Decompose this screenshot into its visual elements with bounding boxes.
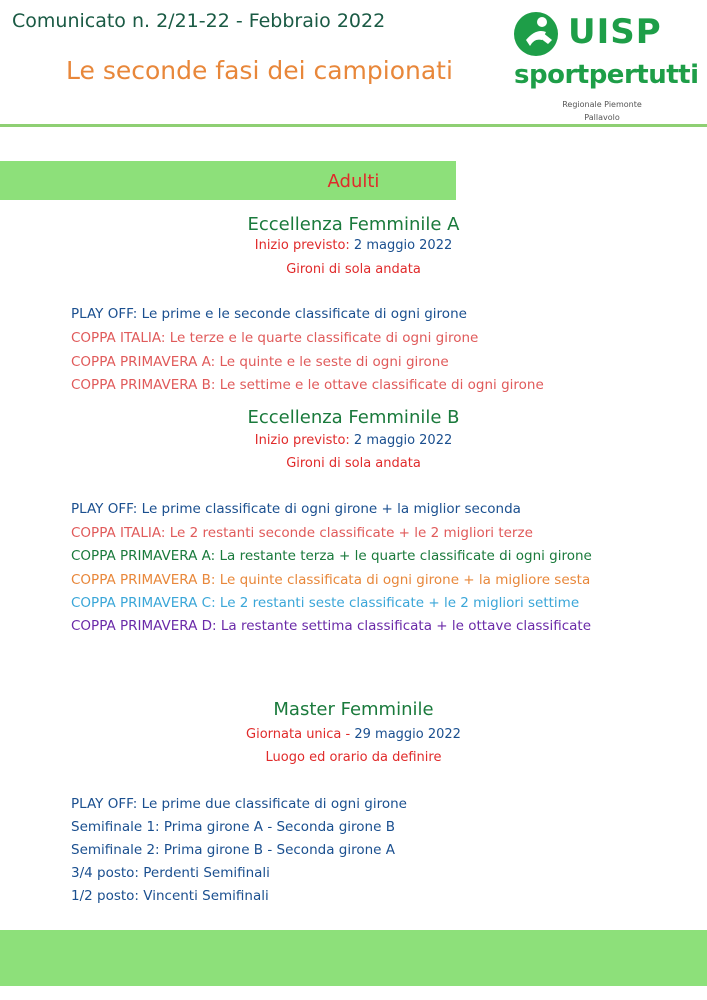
section-start <box>0 727 707 742</box>
document-subtitle: Le seconde fasi dei campionati <box>66 56 453 85</box>
list-item <box>71 595 579 611</box>
list-item <box>71 618 591 634</box>
line-label: PLAY OFF: <box>71 796 138 812</box>
uisp-logo <box>512 8 699 126</box>
list-item <box>71 548 592 564</box>
line-text: 3/4 posto: Perdenti Semifinali <box>71 865 270 881</box>
start-date: 29 maggio 2022 <box>354 727 461 742</box>
line-label: COPPA PRIMAVERA B: <box>71 377 216 393</box>
footer-bar <box>0 930 707 986</box>
line-text: Semifinale 2: Prima girone B - Seconda girone A <box>71 842 395 858</box>
logo-tagline: sportpertutti <box>514 60 699 90</box>
start-label: Giornata unica - <box>246 727 351 742</box>
section-title: Eccellenza Femminile B <box>247 407 460 428</box>
logo-discipline: Pallavolo <box>584 113 620 122</box>
list-item <box>71 572 590 588</box>
document-title: Comunicato n. 2/21-22 - Febbraio 2022 <box>12 10 386 32</box>
line-text: 1/2 posto: Vincenti Semifinali <box>71 888 269 904</box>
list-item <box>71 354 449 370</box>
list-item <box>71 865 270 881</box>
list-item <box>71 819 395 835</box>
line-label: COPPA PRIMAVERA D: <box>71 618 217 634</box>
section-start <box>0 238 707 253</box>
section-title: Master Femminile <box>273 699 434 720</box>
header-divider <box>0 124 707 127</box>
category-label: Adulti <box>327 171 380 192</box>
logo-brand: UISP <box>568 12 662 52</box>
line-label: COPPA PRIMAVERA A: <box>71 354 216 370</box>
line-label: COPPA PRIMAVERA A: <box>71 548 216 564</box>
list-item <box>71 330 478 346</box>
section-start <box>0 433 707 448</box>
runner-icon <box>512 10 564 58</box>
start-label: Inizio previsto: <box>254 238 350 253</box>
list-item <box>71 796 407 812</box>
line-text: Le quinte e le seste di ogni girone <box>219 354 449 370</box>
line-text: Semifinale 1: Prima girone A - Seconda girone B <box>71 819 395 835</box>
list-item <box>71 842 395 858</box>
line-text: Le 2 restanti seste classificate + le 2 migliori settime <box>219 595 580 611</box>
line-text: Le prime e le seconde classificate di ogni girone <box>141 306 467 322</box>
list-item <box>71 306 467 322</box>
line-text: Le terze e le quarte classificate di ogni girone <box>169 330 479 346</box>
line-text: Le quinte classificata di ogni girone + la migliore sesta <box>219 572 591 588</box>
line-label: PLAY OFF: <box>71 501 138 517</box>
list-item <box>71 525 533 541</box>
line-label: COPPA PRIMAVERA C: <box>71 595 216 611</box>
start-label: Inizio previsto: <box>254 433 350 448</box>
list-item <box>71 377 544 393</box>
line-text: La restante settima classificata + le ottave classificate <box>220 618 592 634</box>
line-label: COPPA ITALIA: <box>71 330 166 346</box>
start-date: 2 maggio 2022 <box>353 238 453 253</box>
line-text: Le 2 restanti seconde classificate + le 2 migliori terze <box>169 525 533 541</box>
list-item <box>71 501 521 517</box>
section-title: Eccellenza Femminile A <box>247 214 460 235</box>
line-text: Le prime classificate di ogni girone + la miglior seconda <box>141 501 521 517</box>
line-label: COPPA ITALIA: <box>71 525 166 541</box>
list-item <box>71 888 269 904</box>
line-text: Le settime e le ottave classificate di ogni girone <box>219 377 544 393</box>
section-format: Gironi di sola andata <box>286 456 421 471</box>
section-format: Luogo ed orario da definire <box>265 750 442 765</box>
line-text: La restante terza + le quarte classificate di ogni girone <box>219 548 592 564</box>
logo-region: Regionale Piemonte <box>562 100 642 109</box>
line-label: PLAY OFF: <box>71 306 138 322</box>
line-text: Le prime due classificate di ogni girone <box>141 796 407 812</box>
start-date: 2 maggio 2022 <box>353 433 453 448</box>
section-format: Gironi di sola andata <box>286 262 421 277</box>
line-label: COPPA PRIMAVERA B: <box>71 572 216 588</box>
